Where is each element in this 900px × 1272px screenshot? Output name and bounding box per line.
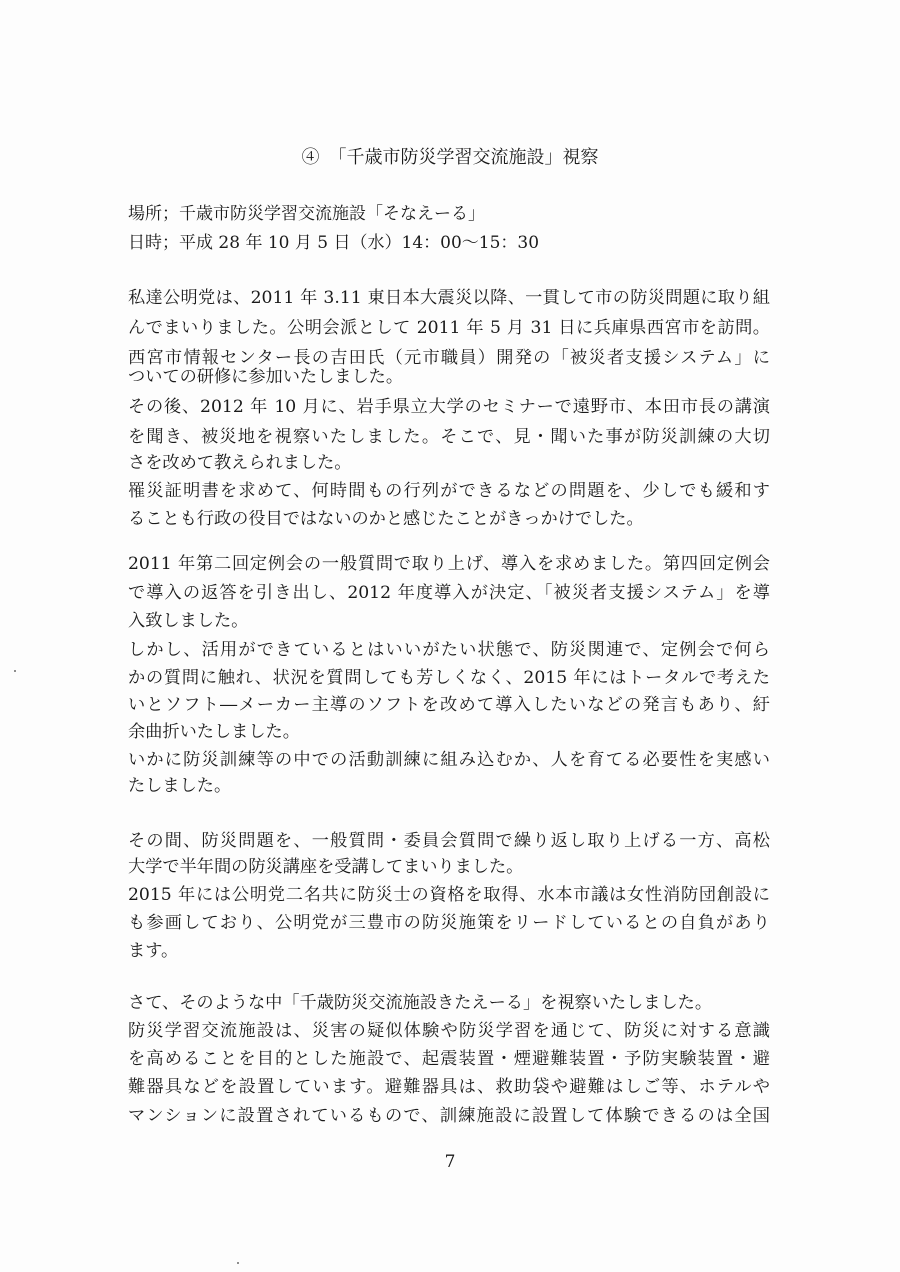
section-heading: ④ 「千歳市防災学習交流施設」視察 bbox=[301, 147, 599, 168]
text-line: 余曲折いたしました。 bbox=[128, 722, 300, 742]
text-line: かの質問に触れ、状況を質問しても芳しくなく、2015 年にはトータルで考えた bbox=[128, 668, 770, 688]
scan-speck bbox=[237, 1262, 239, 1264]
text-line: 難器具などを設置しています。避難器具は、救助袋や避難はしご等、ホテルや bbox=[128, 1077, 770, 1097]
text-line: 私達公明党は、2011 年 3.11 東日本大震災以降、一貫して市の防災問題に取り組 bbox=[128, 288, 770, 308]
text-line: 西宮市情報センター長の吉田氏（元市職員）開発の「被災者支援システム」に bbox=[128, 348, 770, 368]
text-line: その間、防災問題を、一般質問・委員会質問で繰り返し取り上げる一方、高松 bbox=[128, 831, 770, 851]
text-line: さて、そのような中「千歳防災交流施設きたえーる」を視察いたしました。 bbox=[128, 993, 713, 1013]
text-line: で導入の返答を引き出し、2012 年度導入が決定、「被災者支援システム」を導 bbox=[128, 583, 770, 603]
text-line: さを改めて教えられました。 bbox=[128, 453, 352, 473]
text-line: 罹災証明書を求めて、何時間もの行列ができるなどの問題を、少しでも緩和す bbox=[128, 481, 770, 501]
text-line: を聞き、被災地を視察いたしました。そこで、見・聞いた事が防災訓練の大切 bbox=[128, 427, 770, 447]
datetime-line: 日時；平成 28 年 10 月 5 日（水）14：00～15：30 bbox=[128, 233, 540, 253]
scan-speck bbox=[14, 670, 16, 672]
text-line: も参画しており、公明党が三豊市の防災施策をリードしているとの自負があり bbox=[128, 913, 770, 933]
text-line: を高めることを目的とした施設で、起震装置・煙避難装置・予防実験装置・避 bbox=[128, 1049, 770, 1069]
text-line: んでまいりました。公明会派として 2011 年 5 月 31 日に兵庫県西宮市を訪問。 bbox=[128, 318, 770, 338]
text-line: たしました。 bbox=[128, 776, 232, 796]
text-line: マンションに設置されているもので、訓練施設に設置して体験できるのは全国 bbox=[128, 1106, 770, 1126]
text-line: しかし、活用ができているとはいいがたい状態で、防災関連で、定例会で何ら bbox=[128, 640, 770, 660]
location-line: 場所；千歳市防災学習交流施設「そなえーる」 bbox=[128, 204, 485, 224]
text-line: 大学で半年間の防災講座を受講してまいりました。 bbox=[128, 857, 524, 877]
text-line: 入致しました。 bbox=[128, 611, 249, 631]
text-line: その後、2012 年 10 月に、岩手県立大学のセミナーで遠野市、本田市長の講演 bbox=[128, 397, 770, 417]
text-line: いとソフト―メーカー主導のソフトを改めて導入したいなどの発言もあり、紆 bbox=[128, 695, 770, 715]
text-line: いかに防災訓練等の中での活動訓練に組み込むか、人を育てる必要性を実感い bbox=[128, 750, 770, 770]
text-line: ることも行政の役目ではないのかと感じたことがきっかけでした。 bbox=[128, 509, 644, 529]
page-number: 7 bbox=[444, 1152, 456, 1172]
text-line: 防災学習交流施設は、災害の疑似体験や防災学習を通じて、防災に対する意識 bbox=[128, 1021, 770, 1041]
text-line: ついての研修に参加いたしました。 bbox=[128, 367, 404, 387]
text-line: 2011 年第二回定例会の一般質問で取り上げ、導入を求めました。第四回定例会 bbox=[128, 554, 770, 574]
text-line: ます。 bbox=[128, 941, 179, 961]
text-line: 2015 年には公明党二名共に防災士の資格を取得、水本市議は女性消防団創設に bbox=[128, 885, 770, 905]
